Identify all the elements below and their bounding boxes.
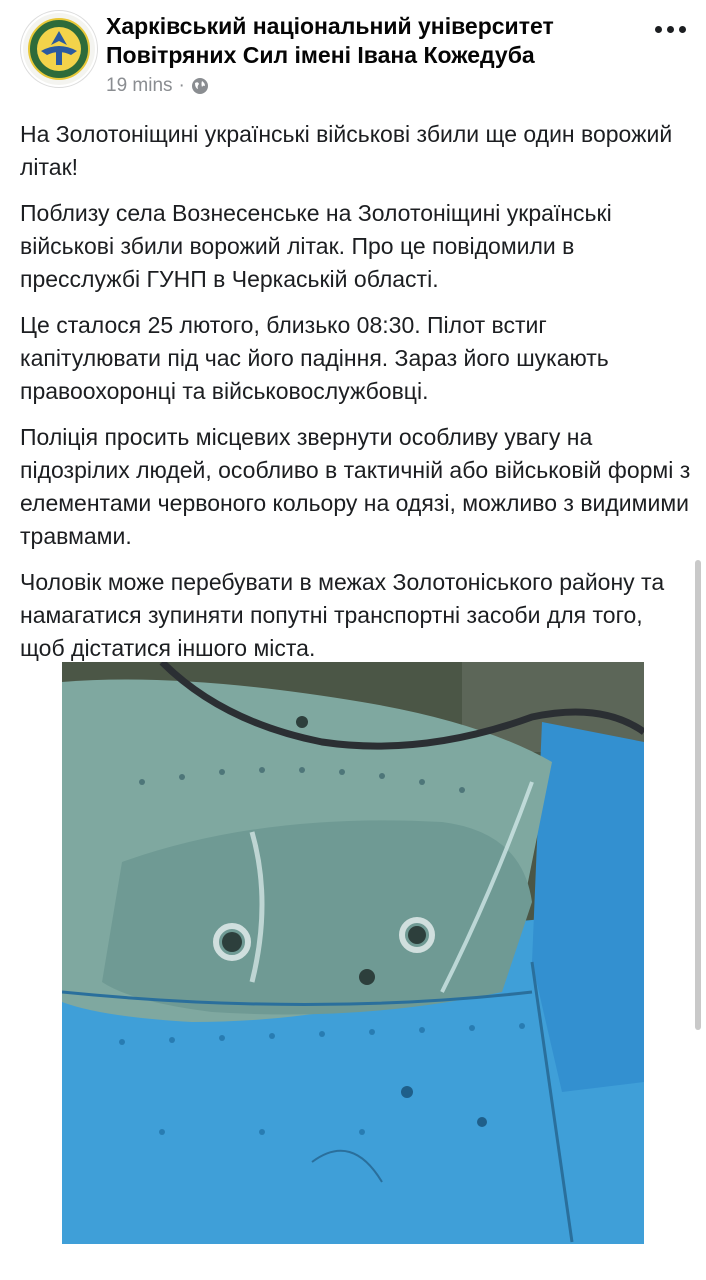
- globe-icon: [191, 77, 209, 95]
- post-paragraph: На Золотоніщині українські військові збили ще один ворожий літак!: [20, 121, 673, 180]
- aircraft-wreckage-image: [62, 662, 644, 1244]
- page-name[interactable]: Харківський національний університет Повітряних Сил імені Івана Кожедуба: [106, 13, 554, 68]
- post-time[interactable]: 19 mins: [106, 75, 173, 96]
- post-photo[interactable]: [62, 662, 644, 1244]
- university-emblem-icon: [21, 11, 97, 87]
- post-meta: [106, 75, 209, 97]
- post-paragraph: Чоловік може перебувати в межах Золотоніського району та намагатися зупиняти попутні транспортні засоби для того, щоб дістатися іншого міста.: [20, 569, 665, 661]
- meta-separator: ·: [178, 75, 185, 96]
- scrollbar[interactable]: [695, 560, 701, 1030]
- post-paragraph: Поблизу села Вознесенське на Золотоніщині українські військові збили ворожий літак. Про це повідомили в пресслужбі ГУНП в Черкаській області.: [20, 200, 612, 292]
- post-paragraph: Поліція просить місцевих звернути особливу увагу на підозрілих людей, особливо в тактичній або військовій формі з елементами червоного кольору на одязі, можливо з видимими травмами.: [20, 424, 691, 549]
- post-paragraph: Це сталося 25 лютого, близько 08:30. Пілот встиг капітулювати під час його падіння. Зараз його шукають правоохоронці та військовослужбовці.: [20, 312, 609, 404]
- page-avatar[interactable]: [20, 10, 98, 88]
- post-text: [20, 118, 692, 678]
- post-header: [0, 0, 706, 110]
- more-options-icon[interactable]: [648, 14, 692, 44]
